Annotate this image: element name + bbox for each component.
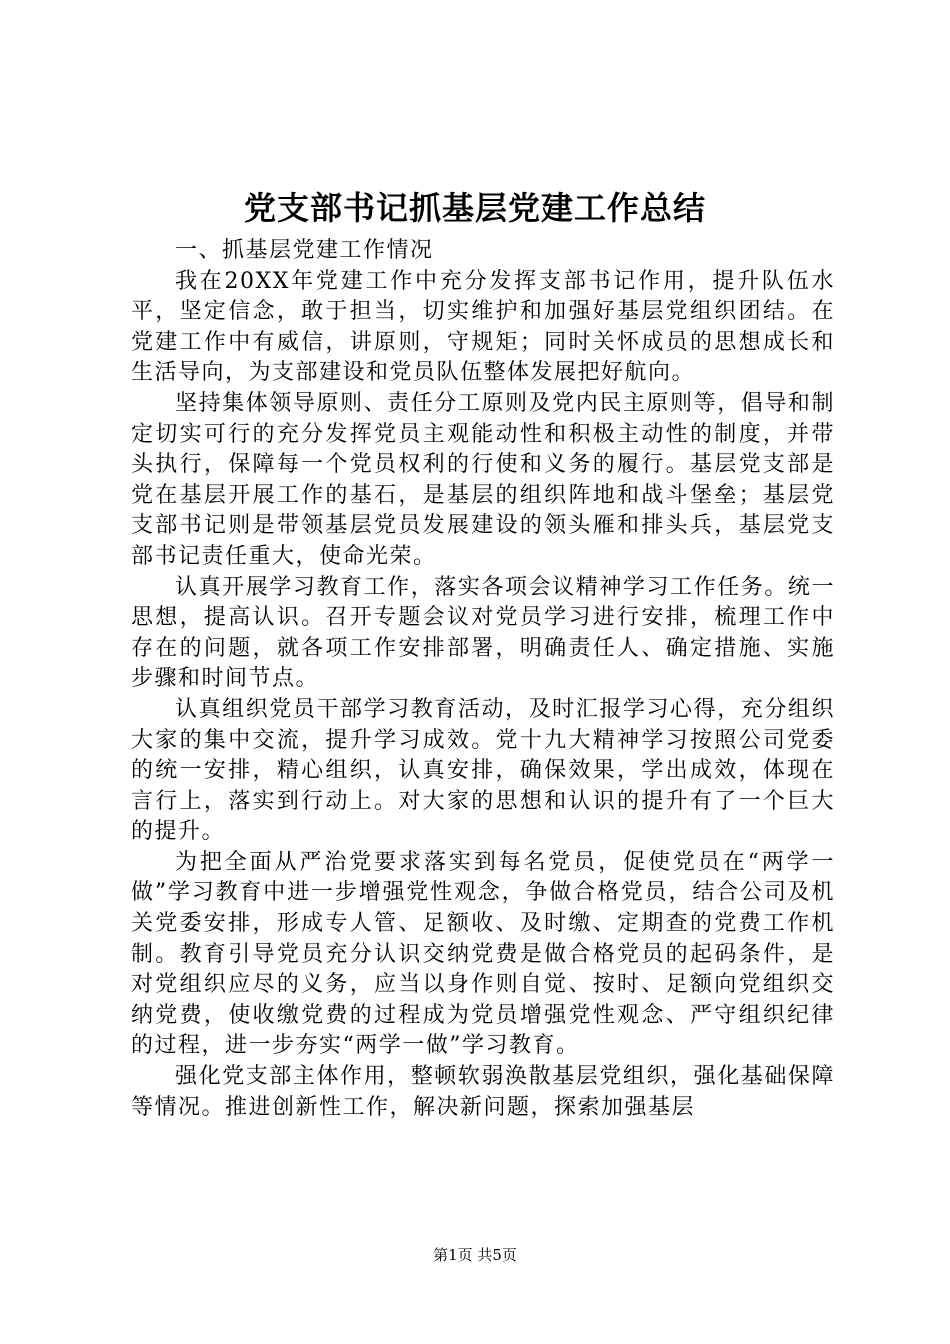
body-paragraph: 我在20XX年党建工作中充分发挥支部书记作用，提升队伍水平，坚定信念，敢于担当，切实维护和加强好基层党组织团结。在党建工作中有威信，讲原则，守规矩；同时关怀成员的思想成长和生活导向，为支部建设和党员队伍整体发展把好航向。 — [131, 268, 835, 386]
document-title: 党支部书记抓基层党建工作总结 — [243, 189, 706, 227]
body-paragraph: 为把全面从严治党要求落实到每名党员，促使党员在“两学一做”学习教育中进一步增强党性观念，争做合格党员，结合公司及机关党委安排，形成专人管、足额收、及时缴、定期查的党费工作机制。教育引导党员充分认识交纳党费是做合格党员的起码条件，是对党组织应尽的义务，应当以身作则自觉、按时、足额向党组织交纳党费，使收缴党费的过程成为党员增强党性观念、严守组织纪律的过程，进一步夯实“两学一做”学习教育。 — [131, 849, 835, 1059]
section-heading: 一、抓基层党建工作情况 — [175, 238, 434, 263]
body-paragraph: 坚持集体领导原则、责任分工原则及党内民主原则等，倡导和制定切实可行的充分发挥党员主观能动性和积极主动性的制度，并带头执行，保障每一个党员权利的行使和义务的履行。基层党支部是党在基层开展工作的基石，是基层的组织阵地和战斗堡垒；基层党支部书记则是带领基层党员发展建设的领头雁和排头兵，基层党支部书记责任重大，使命光荣。 — [131, 390, 835, 569]
document-body — [131, 236, 835, 1123]
body-paragraph: 认真组织党员干部学习教育活动，及时汇报学习心得，充分组织大家的集中交流，提升学习成效。党十九大精神学习按照公司党委的统一安排，精心组织，认真安排，确保效果，学出成效，体现在言行上，落实到行动上。对大家的思想和认识的提升有了一个巨大的提升。 — [131, 696, 835, 845]
body-paragraph: 认真开展学习教育工作，落实各项会议精神学习工作任务。统一思想，提高认识。召开专题会议对党员学习进行安排，梳理工作中存在的问题，就各项工作安排部署，明确责任人、确定措施、实施步骤和时间节点。 — [131, 574, 835, 692]
body-paragraph: 强化党支部主体作用，整顿软弱涣散基层党组织，强化基础保障等情况。推进创新性工作，解决新问题，探索加强基层 — [131, 1064, 835, 1120]
page-number-footer: 第1页 共5页 — [433, 1246, 517, 1264]
